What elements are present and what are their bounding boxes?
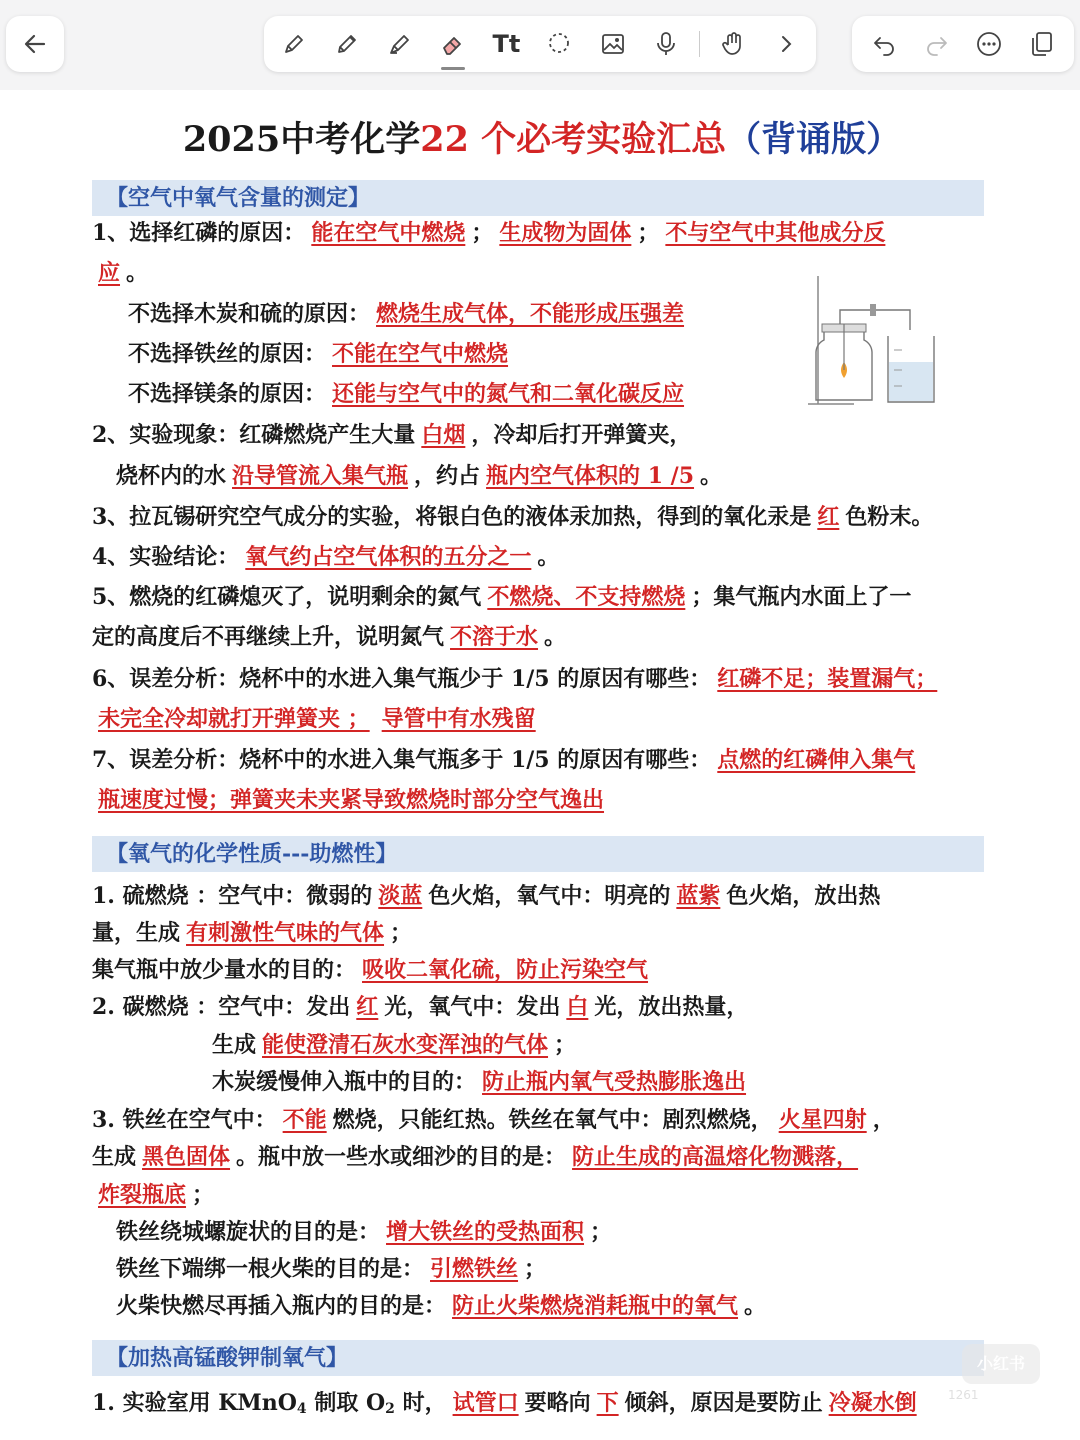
prompt-text: 7、误差分析：烧杯中的水进入集气瓶多于 1/5 的原因有哪些： — [92, 747, 712, 773]
text-line — [212, 1067, 752, 1097]
prompt-text: 色火焰，氧气中：明亮的 — [428, 883, 671, 909]
text-line — [116, 1254, 546, 1284]
section-heading: 【加热高锰酸钾制氧气】 — [92, 1340, 984, 1376]
section-heading: 【氧气的化学性质---助燃性】 — [92, 836, 984, 872]
prompt-text: 铁丝下端绑一根火柴的目的是： — [116, 1256, 425, 1282]
prompt-text: 5、燃烧的红磷熄灭了，说明剩余的氮气 — [92, 584, 482, 610]
prompt-text: 。 — [537, 544, 560, 570]
answer-blank: 火星四射 — [778, 1107, 867, 1133]
more-button[interactable] — [969, 24, 1009, 64]
prompt-text: 量，生成 — [92, 920, 181, 946]
text-line — [92, 1388, 923, 1424]
microphone-icon — [652, 30, 680, 58]
answer-blank: 燃烧生成气体，不能形成压强差 — [376, 301, 685, 327]
microphone-tool[interactable] — [646, 24, 686, 64]
answer-blank: 应 — [98, 260, 121, 286]
prompt-text: 。 — [126, 260, 149, 286]
back-button[interactable] — [6, 16, 64, 72]
prompt-text: 4、实验结论： — [92, 544, 240, 570]
prompt-text: ；集气瓶内水面上了一 — [691, 584, 912, 610]
prompt-text: 色火焰，放出热 — [726, 883, 881, 909]
text-line — [92, 785, 610, 815]
prompt-text: 2、实验现象：红磷燃烧产生大量 — [92, 422, 416, 448]
answer-blank: 防止瓶内氧气受热膨胀逸出 — [482, 1069, 747, 1095]
redo-button[interactable] — [917, 24, 957, 64]
text-line — [116, 1291, 766, 1321]
undo-icon — [870, 30, 898, 58]
answer-blank: 不能 — [282, 1107, 327, 1133]
answer-blank: 红 — [817, 504, 840, 530]
hand-icon — [719, 30, 747, 58]
prompt-text: 时， — [394, 1390, 447, 1416]
answer-blank: 不与空气中其他成分反 — [665, 220, 886, 246]
text-line — [92, 582, 911, 612]
answer-blank: 不能在空气中燃烧 — [332, 341, 509, 367]
prompt-text: 定的高度后不再继续上升，说明氮气 — [92, 624, 445, 650]
answer-blank: 淡蓝 — [378, 883, 423, 909]
image-tool[interactable] — [593, 24, 633, 64]
answer-blank: 防止生成的高温熔化物溅落， — [572, 1144, 859, 1170]
image-icon — [599, 30, 627, 58]
answer-blank: 未完全冷却就打开弹簧夹 ； — [98, 706, 370, 732]
prompt-text: 1. 实验室用 KMnO — [92, 1390, 297, 1416]
toolbar-divider — [699, 31, 700, 57]
tool-palette — [264, 16, 816, 72]
answer-blank: 有刺激性气味的气体 — [186, 920, 385, 946]
prompt-text: 。瓶中放一些水或细沙的目的是： — [236, 1144, 567, 1170]
answer-blank: 增大铁丝的受热面积 — [386, 1219, 585, 1245]
pencil-tool[interactable] — [327, 24, 367, 64]
answer-blank: 点燃的红磷伸入集气 — [717, 747, 916, 773]
text-line — [92, 258, 148, 288]
prompt-text: 2. 碳燃烧 ：空气中：发出 — [92, 994, 351, 1020]
answer-blank: 沿导管流入集气瓶 — [232, 463, 409, 489]
answer-blank: 红 — [356, 994, 379, 1020]
text-line — [92, 502, 933, 532]
answer-blank: 氧气约占空气体积的五分之一 — [245, 544, 532, 570]
text-line — [92, 918, 412, 948]
answer-blank: 炸裂瓶底 — [98, 1182, 187, 1208]
answer-blank: 冷凝水倒 — [828, 1390, 917, 1416]
more-icon — [975, 30, 1003, 58]
prompt-text: 不选择镁条的原因： — [128, 381, 327, 407]
prompt-text: 光，氧气中：发出 — [384, 994, 561, 1020]
text-line — [92, 704, 542, 734]
subscript: 2 — [385, 1401, 395, 1417]
pages-icon — [1028, 30, 1056, 58]
highlighter-tool[interactable] — [380, 24, 420, 64]
arrow-left-icon — [22, 31, 48, 57]
answer-blank: 能使澄清石灰水变浑浊的气体 — [262, 1032, 549, 1058]
prompt-text: 不选择木炭和硫的原因： — [128, 301, 371, 327]
pen-tool[interactable] — [274, 24, 314, 64]
text-line — [128, 299, 690, 329]
lasso-icon — [545, 30, 573, 58]
prompt-text: 烧杯内的水 — [116, 463, 227, 489]
lasso-tool[interactable] — [539, 24, 579, 64]
prompt-text: 要略向 — [524, 1390, 591, 1416]
answer-blank: 不溶于水 — [450, 624, 539, 650]
prompt-text: 6、误差分析：烧杯中的水进入集气瓶少于 1/5 的原因有哪些： — [92, 666, 712, 692]
text-line — [92, 1105, 895, 1135]
prompt-text: ； — [524, 1256, 547, 1282]
subscript: 4 — [296, 1401, 307, 1417]
prompt-text: ，约占 — [414, 463, 481, 489]
answer-blank: 蓝紫 — [676, 883, 721, 909]
watermark-id: 1261 — [948, 1388, 979, 1402]
answer-blank: 能在空气中燃烧 — [311, 220, 466, 246]
section-heading: 【空气中氧气含量的测定】 — [92, 180, 984, 216]
prompt-text: 木炭缓慢伸入瓶中的目的： — [212, 1069, 477, 1095]
answer-blank: 试管口 — [452, 1390, 519, 1416]
prompt-text: 。 — [744, 1293, 767, 1319]
answer-blank: 不燃烧、不支持燃烧 — [487, 584, 686, 610]
text-line — [92, 664, 943, 694]
answer-blank: 防止火柴燃烧消耗瓶中的氧气 — [452, 1293, 739, 1319]
eraser-icon — [439, 30, 467, 58]
answer-blank: 瓶内空气体积的 1 /5 — [486, 463, 695, 489]
prompt-text: 生成 — [92, 1144, 137, 1170]
text-line — [128, 379, 690, 409]
text-line — [92, 542, 559, 572]
prompt-text: 制取 O — [306, 1390, 386, 1416]
prompt-text: ； — [192, 1182, 215, 1208]
answer-blank: 白烟 — [421, 422, 466, 448]
prompt-text: ， — [872, 1107, 895, 1133]
prompt-text: 1、选择红磷的原因： — [92, 220, 306, 246]
text-line — [128, 339, 514, 369]
prompt-text: ； — [390, 920, 413, 946]
prompt-text: 。 — [544, 624, 567, 650]
title-blue: （背诵版） — [726, 119, 902, 160]
prompt-text: 3. 铁丝在空气中： — [92, 1107, 277, 1133]
text-line — [92, 218, 891, 248]
answer-blank: 黑色固体 — [142, 1144, 231, 1170]
prompt-text: 倾斜，原因是要防止 — [624, 1390, 823, 1416]
experiment-apparatus-diagram — [804, 270, 944, 410]
text-line — [92, 745, 921, 775]
text-line — [92, 420, 691, 450]
answer-blank: 引燃铁丝 — [430, 1256, 519, 1282]
more-tools-button[interactable] — [766, 24, 806, 64]
page-title — [92, 112, 992, 162]
prompt-text: ； — [554, 1032, 577, 1058]
text-line — [92, 955, 654, 985]
prompt-text: 1. 硫燃烧 ：空气中：微弱的 — [92, 883, 373, 909]
text-icon: Tt — [492, 30, 521, 58]
chevron-right-icon — [772, 30, 800, 58]
text-tool[interactable] — [486, 24, 526, 64]
answer-blank: 生成物为固体 — [499, 220, 632, 246]
text-line — [92, 881, 880, 911]
prompt-text: 集气瓶中放少量水的目的： — [92, 957, 357, 983]
history-controls — [852, 16, 1074, 72]
prompt-text: ，冷却后打开弹簧夹， — [471, 422, 692, 448]
prompt-text: 3、拉瓦锡研究空气成分的实验，将银白色的液体汞加热，得到的氧化汞是 — [92, 504, 812, 530]
text-line — [92, 992, 748, 1022]
pen-icon — [280, 30, 308, 58]
prompt-text: ； — [471, 220, 494, 246]
title-red: 22 个必考实验汇总 — [420, 119, 727, 160]
toolbar — [0, 0, 1080, 90]
prompt-text: 火柴快燃尽再插入瓶内的目的是： — [116, 1293, 447, 1319]
text-line — [116, 1217, 612, 1247]
redo-icon — [923, 30, 951, 58]
prompt-text: 燃烧，只能红热。铁丝在氧气中：剧烈燃烧， — [332, 1107, 773, 1133]
prompt-text: 光，放出热量， — [594, 994, 749, 1020]
answer-blank: 还能与空气中的氮气和二氧化碳反应 — [332, 381, 685, 407]
highlighter-icon — [386, 30, 414, 58]
prompt-text: 。 — [700, 463, 723, 489]
prompt-text: 色粉末。 — [845, 504, 934, 530]
text-line — [92, 1142, 864, 1172]
answer-blank: 红磷不足；装置漏气； — [717, 666, 938, 692]
eraser-tool[interactable] — [433, 24, 473, 64]
answer-blank: 导管中有水残留 — [381, 706, 536, 732]
watermark-logo: 小红书 — [962, 1344, 1040, 1384]
hand-tool[interactable] — [713, 24, 753, 64]
answer-blank: 白 — [566, 994, 589, 1020]
text-line — [116, 461, 722, 491]
prompt-text: 铁丝绕城螺旋状的目的是： — [116, 1219, 381, 1245]
answer-blank: 下 — [596, 1390, 619, 1416]
prompt-text: 生成 — [212, 1032, 257, 1058]
pencil-icon — [333, 30, 361, 58]
prompt-text: 不选择铁丝的原因： — [128, 341, 327, 367]
answer-blank: 瓶速度过慢；弹簧夹未夹紧导致燃烧时部分空气逸出 — [98, 787, 605, 813]
prompt-text: ； — [590, 1219, 613, 1245]
undo-button[interactable] — [864, 24, 904, 64]
pages-button[interactable] — [1022, 24, 1062, 64]
answer-blank: 吸收二氧化硫，防止污染空气 — [362, 957, 649, 983]
text-line — [92, 1180, 214, 1210]
prompt-text: ； — [637, 220, 660, 246]
text-line — [212, 1030, 576, 1060]
title-black: 2025中考化学 — [182, 119, 421, 160]
text-line — [92, 622, 566, 652]
